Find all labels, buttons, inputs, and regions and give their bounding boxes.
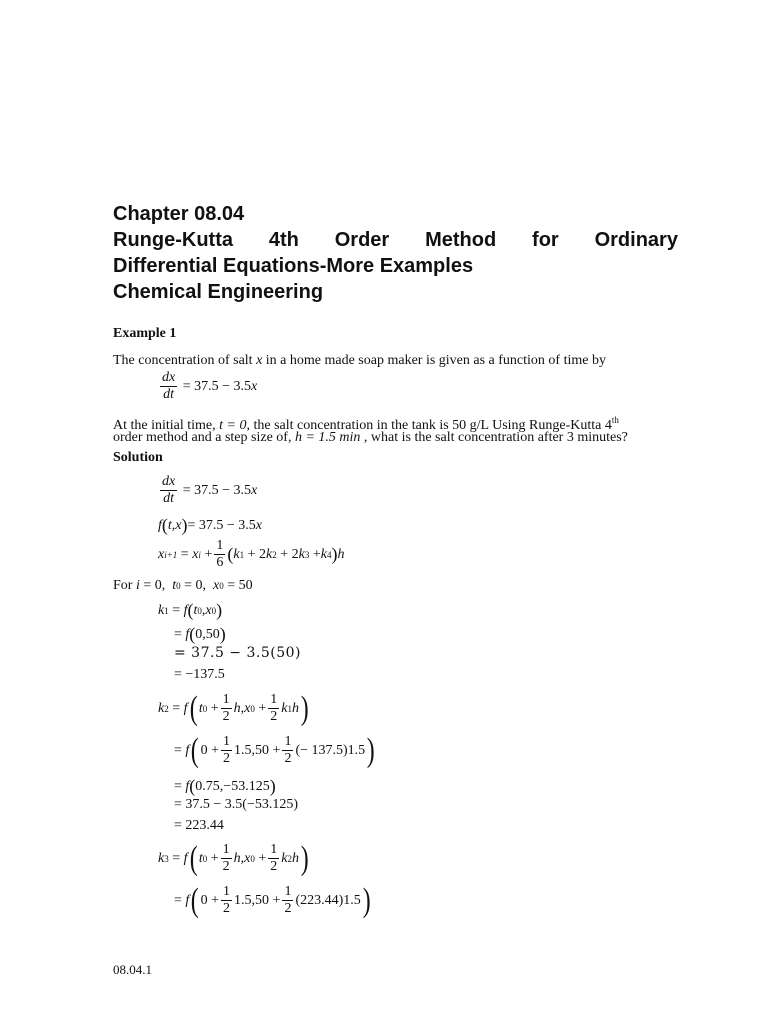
math-var: x <box>251 378 258 394</box>
function-definition: f ( t , x ) = 37.5 − 3.5 x <box>158 515 263 535</box>
math-eq: t = 0 <box>219 418 247 433</box>
title-word: for <box>532 229 559 251</box>
math-var: x <box>256 353 263 368</box>
rk4-formula: x i+1 = x i + $\frac{1}{6}$ ( k 1 + 2 k 2 + 2 k 3 + k 4 ) h <box>158 538 345 570</box>
k3-arg: (223.44)1.5 <box>295 892 361 908</box>
f-rhs: = 37.5 − 3.5 <box>187 517 256 533</box>
text-run: order method and a step size of, <box>113 430 295 445</box>
k1-step2: = f ( 0,50 ) <box>174 624 226 644</box>
text-run: , the salt concentration in the tank is 50 g/L Using Runge-Kutta 4 <box>246 418 612 433</box>
math-eq: h = 1.5 min <box>294 430 361 445</box>
k3-step2: = f ( 0 + $\frac{1}{2}$ 1.5,50 + $\frac{1}{2}$ (223.44)1.5 ) <box>174 881 371 919</box>
superscript: th <box>611 415 619 425</box>
text-run: , what is the salt concentration after 3 minutes? <box>360 430 628 445</box>
page-number: 08.04.1 <box>113 962 152 977</box>
chapter-title-line1 <box>113 227 678 253</box>
chapter-title-line2: Differential Equations-More Examples <box>113 255 474 277</box>
title-word: Ordinary <box>594 229 678 251</box>
chapter-heading <box>113 201 678 305</box>
k2-result: = 223.44 <box>174 818 224 833</box>
title-word: Order <box>334 229 390 251</box>
one-sixth: $\frac{1}{6}$ <box>216 538 224 570</box>
problem-intro <box>113 352 606 370</box>
k1-result: = −137.5 <box>174 667 225 682</box>
text-run: The concentration of salt <box>113 353 257 368</box>
ode-rhs: = 37.5 − 3.5 <box>182 482 252 498</box>
k2-arg: (− 137.5)1.5 <box>295 742 366 758</box>
ode-rhs: = 37.5 − 3.5 <box>182 378 252 394</box>
problem-question <box>113 429 628 447</box>
dxdt-fraction: $\frac{dx}{dt}$ <box>162 474 176 506</box>
solution-label: Solution <box>113 450 163 465</box>
chapter-number: Chapter 08.04 <box>113 203 245 225</box>
text-run: in a home made soap maker is given as a function of time by <box>262 353 606 368</box>
example-label: Example 1 <box>113 326 177 341</box>
k2-definition: k 2 = f ( t 0 + $\frac{1}{2}$ h , x 0 + $\frac{1}{2}$ k 1 h ) <box>158 689 309 727</box>
title-word: Method <box>425 229 497 251</box>
dxdt-fraction: $\frac{dx}{dt}$ <box>162 370 176 402</box>
k2-step3: = f ( 0.75,−53.125 ) <box>174 776 276 796</box>
k2-step4: = 37.5 − 3.5(−53.125) <box>174 797 299 812</box>
text-run: For <box>113 578 133 593</box>
text-run: At the initial time, <box>113 418 220 433</box>
problem-ode <box>158 370 257 403</box>
chapter-subject: Chemical Engineering <box>113 281 324 303</box>
k3-definition: k 3 = f ( t 0 + $\frac{1}{2}$ h , x 0 + $\frac{1}{2}$ k 2 h ) <box>158 839 309 877</box>
step-h: h <box>337 546 345 562</box>
title-word: 4th <box>268 229 299 251</box>
k1-definition: k 1 = f ( t 0 , x 0 ) <box>158 600 223 620</box>
title-word: Runge-Kutta <box>113 229 233 251</box>
k2-step2: = f ( 0 + $\frac{1}{2}$ 1.5,50 + $\frac{1}{2}$ (− 137.5)1.5 ) <box>174 731 375 769</box>
initial-conditions: For i = 0, t 0 = 0, x 0 = 50 <box>113 578 253 593</box>
solution-ode: $\frac{dx}{dt}$ = 37.5 − 3.5 x <box>162 474 258 506</box>
k1-step3: = 37.5 − 3.5(50) <box>174 645 301 661</box>
